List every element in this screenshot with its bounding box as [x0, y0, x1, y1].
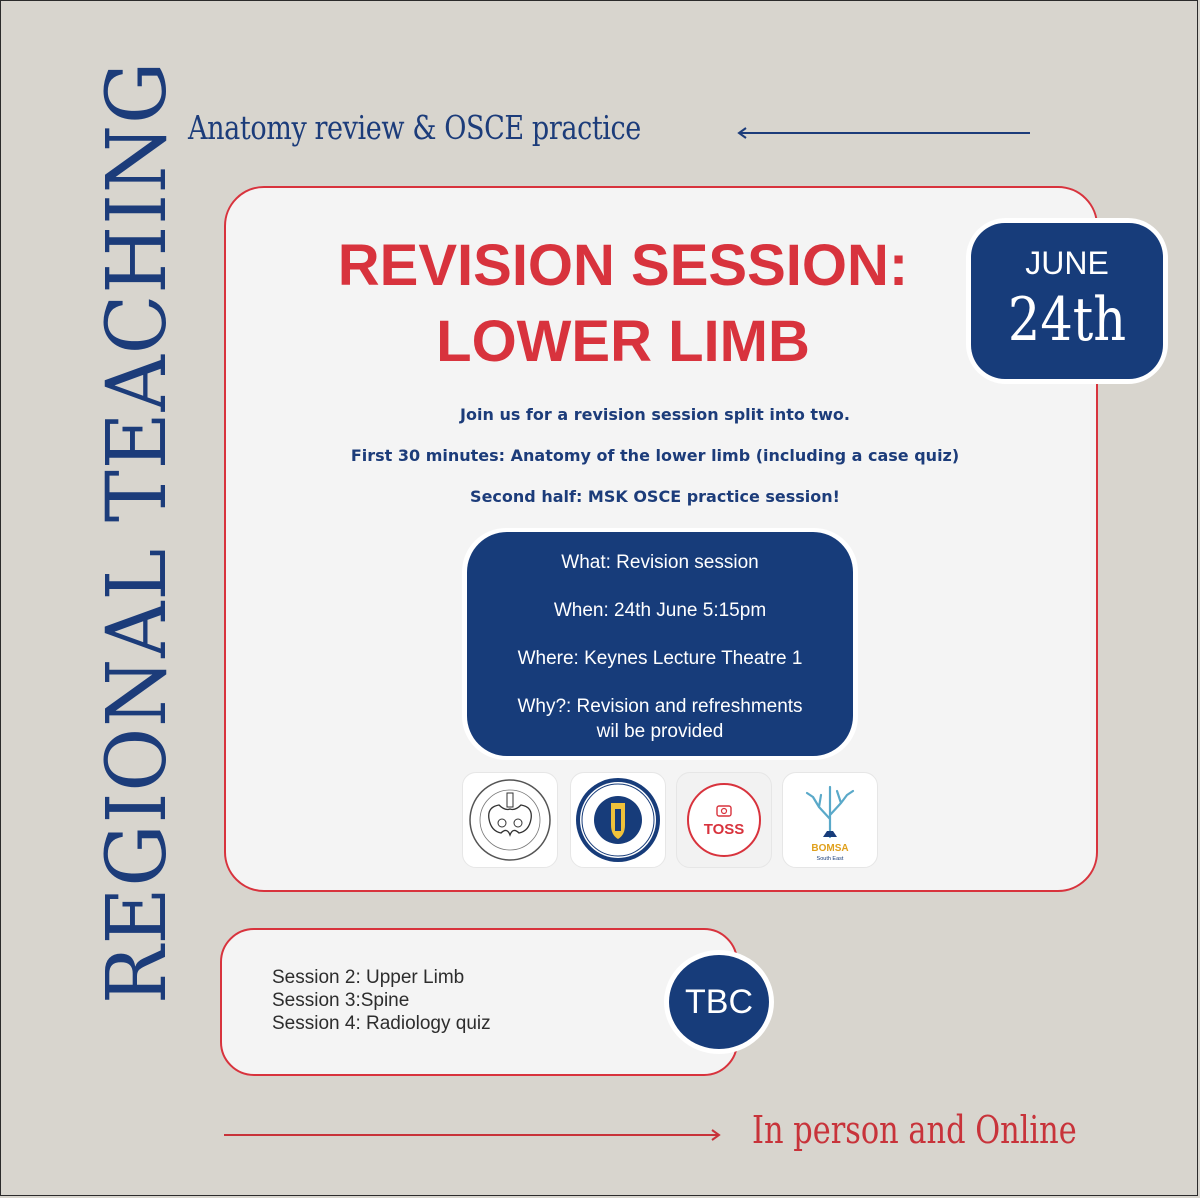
- session-item: Session 3:Spine: [272, 990, 410, 1011]
- detail-when: When: 24th June 5:15pm: [553, 600, 767, 621]
- detail-what: What: Revision session: [561, 552, 759, 573]
- left-arrow-icon: [736, 126, 1032, 140]
- bottom-tagline: In person and Online: [752, 1108, 1077, 1152]
- crest-icon: [570, 772, 666, 868]
- details-box: [462, 528, 858, 760]
- intro-line: First 30 minutes: Anatomy of the lower limb (including a case quiz): [350, 446, 960, 465]
- tbc-badge: [664, 950, 774, 1054]
- detail-why-line-1: Why?: Revision and refreshments: [517, 696, 803, 717]
- date-month: JUNE: [1025, 245, 1109, 281]
- svg-text:BOMSA: BOMSA: [811, 843, 849, 854]
- session-item: Session 4: Radiology quiz: [272, 1013, 491, 1034]
- camera-icon: [676, 772, 772, 868]
- detail-where: Where: Keynes Lecture Theatre 1: [517, 648, 803, 669]
- svg-text:South East: South East: [816, 856, 844, 862]
- top-tagline: Anatomy review & OSCE practice: [188, 108, 641, 147]
- headline-line-2: LOWER LIMB: [436, 309, 810, 374]
- right-arrow-icon: [222, 1128, 722, 1142]
- headline-line-1: REVISION SESSION:: [337, 233, 909, 298]
- date-badge: [966, 218, 1168, 384]
- detail-why-line-2: wil be provided: [596, 721, 724, 742]
- pelvis-icon: [462, 772, 558, 868]
- tree-icon: [782, 772, 878, 868]
- details-box-inner: [467, 532, 853, 756]
- date-badge-inner: [971, 223, 1163, 379]
- session-item: Session 2: Upper Limb: [272, 967, 465, 988]
- date-day: 24th: [1007, 285, 1127, 355]
- tbc-label: TBC: [669, 955, 769, 1049]
- intro-line: Join us for a revision session split into two.: [460, 405, 850, 424]
- detail-why: [467, 694, 853, 744]
- vertical-title: REGIONAL TEACHING: [90, 60, 185, 1004]
- svg-text:TOSS: TOSS: [703, 821, 745, 838]
- intro-line: Second half: MSK OSCE practice session!: [470, 487, 840, 506]
- upcoming-sessions-list: [272, 966, 491, 1035]
